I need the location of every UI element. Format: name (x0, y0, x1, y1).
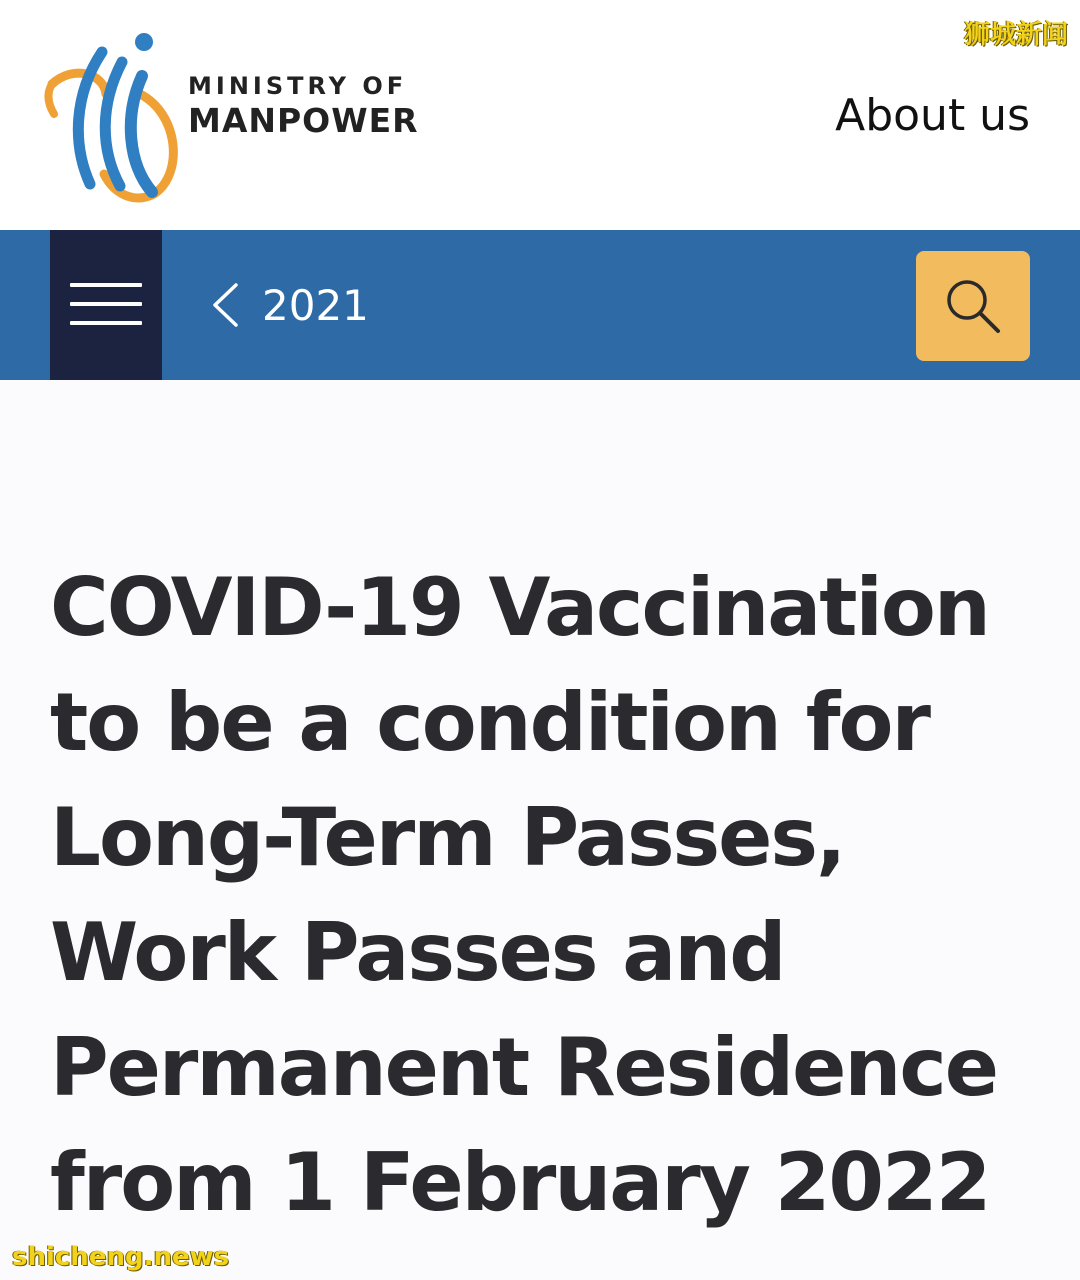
title-line-6: from 1 February 2022 (50, 1136, 990, 1229)
watermark-bottom-left: shicheng.news (12, 1242, 230, 1272)
logo-line-manpower: MANPOWER (188, 101, 419, 140)
logo-text (188, 72, 419, 140)
title-line-1: COVID-19 Vaccination (50, 561, 989, 654)
site-header (0, 0, 1080, 230)
hamburger-menu-button[interactable] (50, 230, 162, 380)
title-line-4: Work Passes and (50, 906, 785, 999)
title-line-5: Permanent Residence (50, 1021, 997, 1114)
title-line-3: Long-Term Passes, (50, 791, 845, 884)
search-icon (944, 277, 1002, 335)
search-button[interactable] (916, 251, 1030, 361)
breadcrumb-back-label: 2021 (262, 280, 369, 330)
title-line-2: to be a condition for (50, 676, 929, 769)
about-us-link[interactable]: About us (835, 90, 1030, 141)
page-title (50, 550, 1050, 1240)
logo-line-ministry-of: MINISTRY OF (188, 72, 408, 100)
nav-bar (0, 230, 1080, 380)
ministry-logo[interactable] (44, 24, 424, 209)
article-content (0, 380, 1080, 1280)
breadcrumb-back-link[interactable] (210, 230, 369, 380)
chevron-left-icon (210, 282, 240, 328)
watermark-top-right: 狮城新闻 (963, 20, 1068, 50)
mom-logo-icon (44, 24, 184, 209)
